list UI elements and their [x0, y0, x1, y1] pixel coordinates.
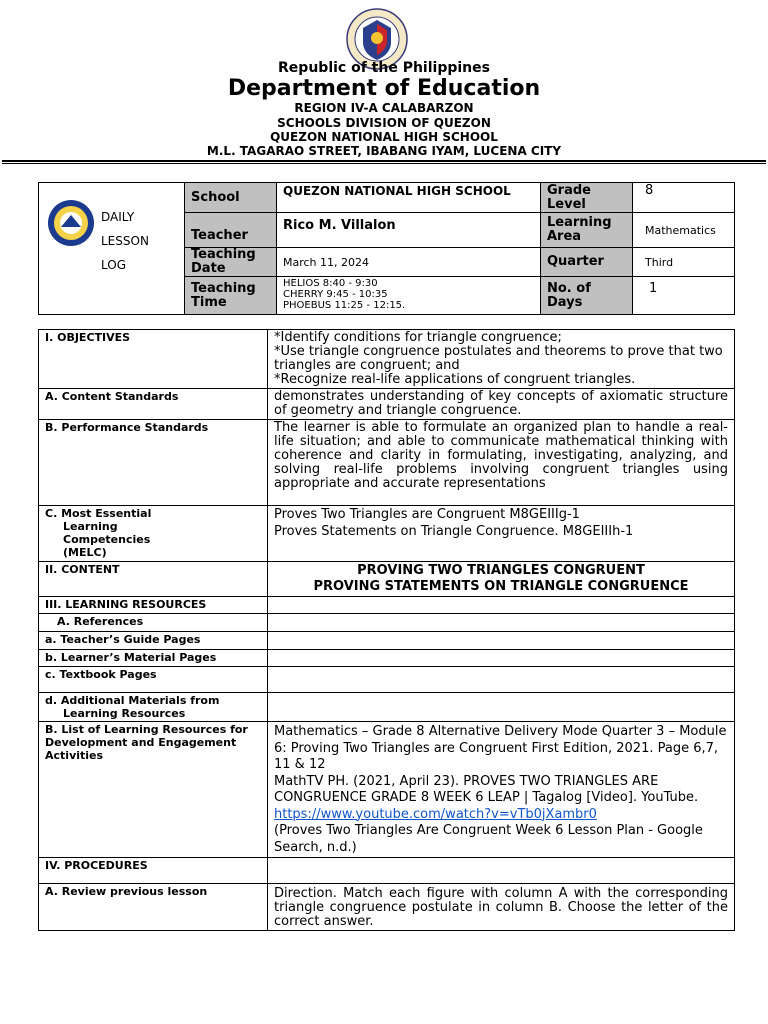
resource-search: (Proves Two Triangles Are Congruent Week 6 Lesson Plan - Google Search, n.d.) — [274, 823, 703, 855]
content-title: PROVING TWO TRIANGLES CONGRUENT PROVING STATEMENTS ON TRIANGLE CONGRUENCE — [268, 562, 735, 597]
header-region: REGION IV-A CALABARZON — [294, 101, 474, 115]
melc-values: Proves Two Triangles are Congruent M8GEIIIg-1 Proves Statements on Triangle Congruence. M8GEIIIh-1 — [268, 506, 735, 562]
objectives-label: I. OBJECTIVES — [39, 330, 268, 389]
header-division: SCHOOLS DIVISION OF QUEZON — [277, 116, 491, 130]
textbook-pages-value — [268, 667, 735, 693]
content-standards: demonstrates understanding of key concepts of axiomatic structure of geometry and triangle congruence. — [268, 389, 735, 420]
teacher-value: Rico M. Villalon — [277, 213, 541, 248]
performance-standards-label: B. Performance Standards — [39, 420, 268, 506]
header-republic: Republic of the Philippines — [278, 60, 490, 76]
header-divider — [2, 160, 766, 162]
references-label: A. References — [39, 614, 268, 632]
lesson-plan-table — [38, 329, 735, 931]
objective-item: *Recognize real-life applications of congruent triangles. — [274, 372, 636, 387]
performance-standards: The learner is able to formulate an organized plan to handle a real-life situation; and able to communicate mathematical thinking with coherence and clarity in formulating, investigating, analyzing, and solving real-life problems involving congruent triangles using appropriate and accurate representations — [268, 420, 735, 506]
teachers-guide-value — [268, 632, 735, 650]
resource-video: MathTV PH. (2021, April 23). PROVES TWO TRIANGLES ARE CONGRUENCE GRADE 8 WEEK 6 LEAP | Tagalog [Video]. YouTube. https://www.youtube.com/watch?v=vTb0jXambr0 — [274, 773, 699, 822]
time-label: Teaching Time — [185, 277, 277, 315]
procedures-label: IV. PROCEDURES — [39, 858, 268, 884]
teachers-guide-label: a. Teacher’s Guide Pages — [39, 632, 268, 650]
days-label: No. of Days — [541, 277, 633, 315]
area-value: Mathematics — [633, 213, 735, 248]
header-school: QUEZON NATIONAL HIGH SCHOOL — [270, 130, 498, 144]
content-standards-label: A. Content Standards — [39, 389, 268, 420]
header-department: Department of Education — [227, 76, 541, 101]
melc-label: C. Most Essential Learning Competencies (MELC) — [39, 506, 268, 562]
procedures-value — [268, 858, 735, 884]
teacher-label: Teacher — [185, 213, 277, 248]
date-value: March 11, 2024 — [277, 248, 541, 277]
area-label: Learning Area — [541, 213, 633, 248]
content-label: II. CONTENT — [39, 562, 268, 597]
header-address: M.L. TAGARAO STREET, IBABANG IYAM, LUCENA CITY — [206, 144, 562, 158]
resource-list-label: B. List of Learning Resources for Development and Engagement Activities — [39, 722, 268, 858]
grade-label: Grade Level — [541, 183, 633, 213]
additional-materials-label: d. Additional Materials from Learning Resources — [39, 693, 268, 722]
resource-module: Mathematics – Grade 8 Alternative Delivery Mode Quarter 3 – Module 6: Proving Two Triangles are Congruent First Edition, 2021. Page 6,7, 11 & 12 — [274, 724, 727, 772]
resource-list — [268, 722, 735, 858]
grade-value: 8 — [633, 183, 735, 213]
learners-material-value — [268, 650, 735, 667]
additional-materials-value — [268, 693, 735, 722]
daily-lesson-log-title: DAILY LESSON LOG — [101, 210, 149, 272]
school-logo-icon — [47, 199, 95, 247]
learning-resources-label: III. LEARNING RESOURCES — [39, 597, 268, 614]
learners-material-label: b. Learner’s Material Pages — [39, 650, 268, 667]
header-divider-thin — [2, 163, 766, 164]
objectives-cell — [268, 330, 735, 389]
school-label: School — [185, 183, 277, 213]
quarter-label: Quarter — [541, 248, 633, 277]
textbook-pages-label: c. Textbook Pages — [39, 667, 268, 693]
time-values: HELIOS 8:40 - 9:30 CHERRY 9:45 - 10:35 PHOEBUS 11:25 - 12:15. — [277, 277, 541, 315]
info-table — [38, 182, 735, 315]
references-value — [268, 614, 735, 632]
review-text: Direction. Match each figure with column A with the corresponding triangle congruence postulate in column B. Choose the letter of the correct answer. — [268, 884, 735, 931]
log-title-cell — [39, 183, 185, 315]
date-label: Teaching Date — [185, 248, 277, 277]
youtube-link[interactable]: https://www.youtube.com/watch?v=vTb0jXambr0 — [274, 806, 597, 822]
learning-resources-value — [268, 597, 735, 614]
objective-item: *Use triangle congruence postulates and theorems to prove that two triangles are congruent; and — [274, 344, 723, 373]
days-value: 1 — [633, 277, 735, 315]
quarter-value: Third — [633, 248, 735, 277]
objective-item: *Identify conditions for triangle congruence; — [274, 330, 562, 345]
review-label: A. Review previous lesson — [39, 884, 268, 931]
school-value: QUEZON NATIONAL HIGH SCHOOL — [277, 183, 541, 213]
